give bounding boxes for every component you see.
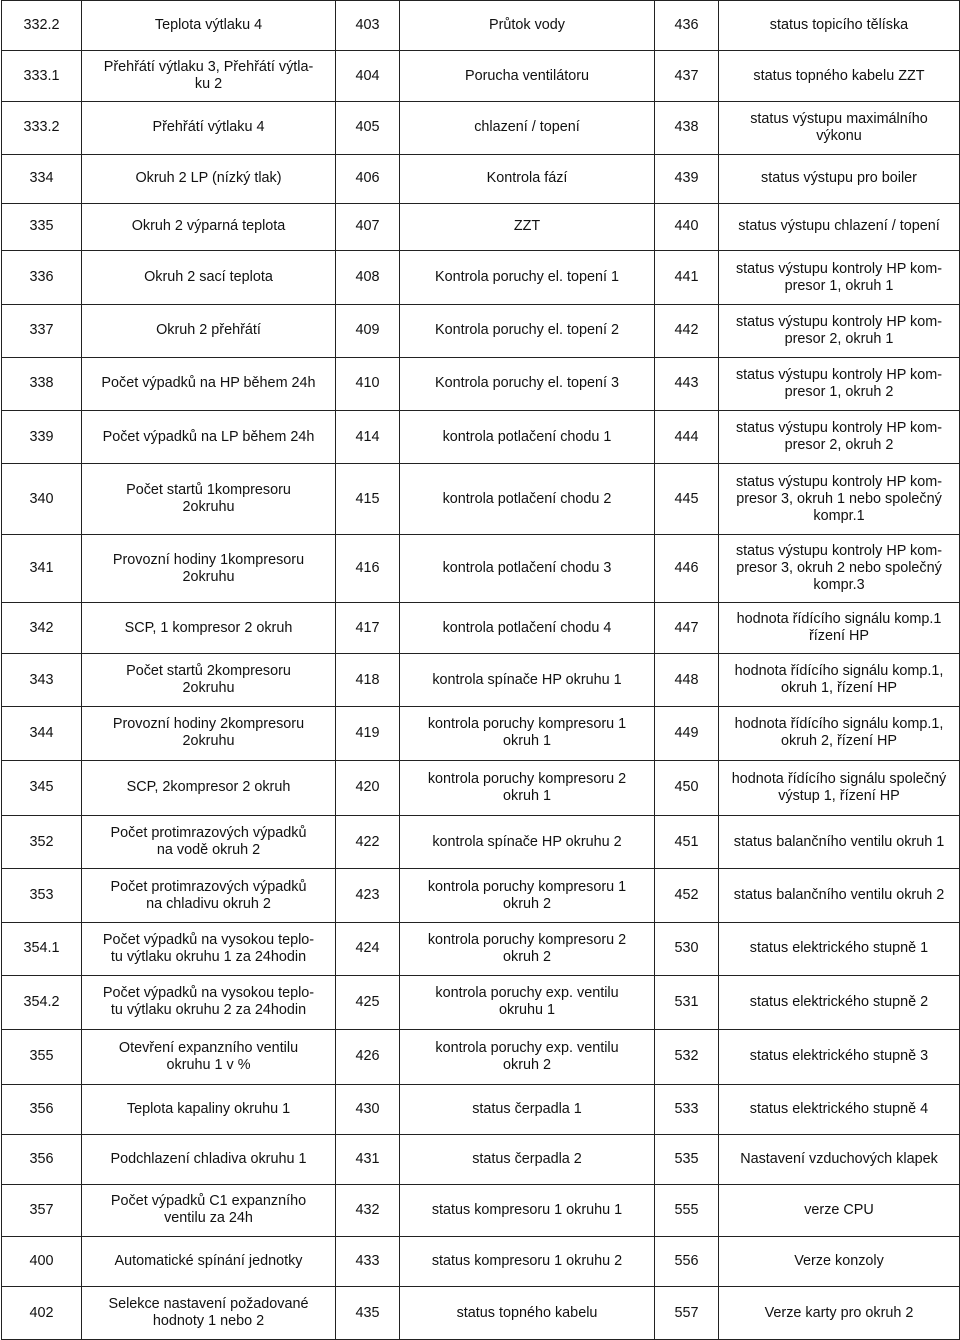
param-code: 334 <box>2 155 82 203</box>
param-description: Průtok vody <box>400 1 655 51</box>
param-code: 442 <box>655 305 719 357</box>
param-description: kontrola poruchy exp. ventilu okruhu 1 <box>400 976 655 1029</box>
param-description: Počet výpadků na vysokou teplo- tu výtlaku okruhu 2 za 24hodin <box>82 976 336 1029</box>
param-code: 439 <box>655 155 719 203</box>
param-code: 408 <box>336 250 400 304</box>
param-code: 344 <box>2 707 82 760</box>
param-code: 405 <box>336 101 400 154</box>
param-code: 343 <box>2 653 82 706</box>
table-row <box>2 305 960 357</box>
param-description: Kontrola fází <box>400 155 655 203</box>
param-description: status výstupu pro boiler <box>719 155 960 203</box>
param-description: Počet startů 2kompresoru 2okruhu <box>82 653 336 706</box>
param-code: 557 <box>655 1287 719 1340</box>
table-row <box>2 203 960 250</box>
param-description: Okruh 2 sací teplota <box>82 250 336 304</box>
param-description: Verze karty pro okruh 2 <box>719 1287 960 1340</box>
param-code: 423 <box>336 869 400 922</box>
param-description: Okruh 2 výparná teplota <box>82 203 336 250</box>
param-description: kontrola spínače HP okruhu 1 <box>400 653 655 706</box>
table-row <box>2 101 960 154</box>
param-code: 531 <box>655 976 719 1029</box>
param-code: 443 <box>655 357 719 410</box>
param-description: Přehřátí výtlaku 3, Přehřátí výtla- ku 2 <box>82 51 336 101</box>
param-description: kontrola poruchy kompresoru 1 okruh 1 <box>400 707 655 760</box>
param-code: 338 <box>2 357 82 410</box>
param-code: 420 <box>336 760 400 815</box>
param-code: 354.2 <box>2 976 82 1029</box>
param-description: Kontrola poruchy el. topení 1 <box>400 250 655 304</box>
param-description: Počet výpadků na LP během 24h <box>82 411 336 464</box>
param-description: status balančního ventilu okruh 1 <box>719 816 960 869</box>
param-description: verze CPU <box>719 1184 960 1236</box>
param-code: 444 <box>655 411 719 464</box>
param-code: 356 <box>2 1084 82 1134</box>
table-row <box>2 603 960 653</box>
param-code: 426 <box>336 1029 400 1084</box>
param-code: 416 <box>336 534 400 603</box>
param-code: 437 <box>655 51 719 101</box>
table-row <box>2 357 960 410</box>
param-code: 407 <box>336 203 400 250</box>
param-description: kontrola potlačení chodu 1 <box>400 411 655 464</box>
param-code: 333.2 <box>2 101 82 154</box>
param-code: 425 <box>336 976 400 1029</box>
param-code: 415 <box>336 464 400 535</box>
param-code: 409 <box>336 305 400 357</box>
param-description: Počet protimrazových výpadků na vodě okruh 2 <box>82 816 336 869</box>
param-code: 354.1 <box>2 922 82 975</box>
table-row <box>2 534 960 603</box>
table-row <box>2 653 960 706</box>
table-row <box>2 707 960 760</box>
param-description: kontrola potlačení chodu 2 <box>400 464 655 535</box>
param-description: status kompresoru 1 okruhu 1 <box>400 1184 655 1236</box>
param-code: 355 <box>2 1029 82 1084</box>
param-description: Přehřátí výtlaku 4 <box>82 101 336 154</box>
param-code: 451 <box>655 816 719 869</box>
param-code: 418 <box>336 653 400 706</box>
param-code: 432 <box>336 1184 400 1236</box>
param-code: 532 <box>655 1029 719 1084</box>
param-description: Počet výpadků na vysokou teplo- tu výtlaku okruhu 1 za 24hodin <box>82 922 336 975</box>
param-code: 438 <box>655 101 719 154</box>
table-row <box>2 1084 960 1134</box>
param-code: 422 <box>336 816 400 869</box>
param-description: status výstupu chlazení / topení <box>719 203 960 250</box>
param-code: 452 <box>655 869 719 922</box>
param-description: status elektrického stupně 1 <box>719 922 960 975</box>
param-code: 403 <box>336 1 400 51</box>
table-row <box>2 1287 960 1340</box>
param-code: 352 <box>2 816 82 869</box>
param-code: 440 <box>655 203 719 250</box>
param-description: kontrola poruchy kompresoru 2 okruh 2 <box>400 922 655 975</box>
param-description: status elektrického stupně 3 <box>719 1029 960 1084</box>
param-code: 441 <box>655 250 719 304</box>
param-description: Kontrola poruchy el. topení 2 <box>400 305 655 357</box>
param-description: status výstupu kontroly HP kom- presor 1, okruh 2 <box>719 357 960 410</box>
param-code: 530 <box>655 922 719 975</box>
param-code: 357 <box>2 1184 82 1236</box>
param-code: 424 <box>336 922 400 975</box>
param-code: 414 <box>336 411 400 464</box>
param-description: status výstupu kontroly HP kom- presor 3, okruh 2 nebo společný kompr.3 <box>719 534 960 603</box>
table-row <box>2 869 960 922</box>
param-description: Okruh 2 LP (nízký tlak) <box>82 155 336 203</box>
param-code: 449 <box>655 707 719 760</box>
param-description: status výstupu kontroly HP kom- presor 2, okruh 2 <box>719 411 960 464</box>
param-code: 356 <box>2 1135 82 1184</box>
param-code: 555 <box>655 1184 719 1236</box>
param-description: chlazení / topení <box>400 101 655 154</box>
param-code: 417 <box>336 603 400 653</box>
param-code: 535 <box>655 1135 719 1184</box>
param-description: Kontrola poruchy el. topení 3 <box>400 357 655 410</box>
param-description: kontrola poruchy kompresoru 2 okruh 1 <box>400 760 655 815</box>
table-row <box>2 1135 960 1184</box>
param-description: ZZT <box>400 203 655 250</box>
param-code: 332.2 <box>2 1 82 51</box>
param-description: Počet výpadků na HP během 24h <box>82 357 336 410</box>
param-code: 341 <box>2 534 82 603</box>
param-code: 353 <box>2 869 82 922</box>
param-code: 447 <box>655 603 719 653</box>
param-code: 333.1 <box>2 51 82 101</box>
table-row <box>2 464 960 535</box>
param-description: hodnota řídícího signálu komp.1 řízení HP <box>719 603 960 653</box>
param-code: 336 <box>2 250 82 304</box>
param-description: Selekce nastavení požadované hodnoty 1 nebo 2 <box>82 1287 336 1340</box>
param-code: 340 <box>2 464 82 535</box>
param-description: status čerpadla 1 <box>400 1084 655 1134</box>
param-description: Provozní hodiny 2kompresoru 2okruhu <box>82 707 336 760</box>
param-description: hodnota řídícího signálu komp.1, okruh 1, řízení HP <box>719 653 960 706</box>
parameter-table <box>1 0 960 1340</box>
param-description: hodnota řídícího signálu společný výstup 1, řízení HP <box>719 760 960 815</box>
param-code: 445 <box>655 464 719 535</box>
parameter-table-body <box>2 1 960 1340</box>
param-code: 450 <box>655 760 719 815</box>
table-row <box>2 250 960 304</box>
param-description: SCP, 1 kompresor 2 okruh <box>82 603 336 653</box>
param-description: Teplota výtlaku 4 <box>82 1 336 51</box>
table-row <box>2 1 960 51</box>
param-code: 406 <box>336 155 400 203</box>
param-description: kontrola poruchy exp. ventilu okruh 2 <box>400 1029 655 1084</box>
param-description: status elektrického stupně 4 <box>719 1084 960 1134</box>
table-row <box>2 1029 960 1084</box>
param-description: status čerpadla 2 <box>400 1135 655 1184</box>
param-code: 337 <box>2 305 82 357</box>
param-description: status výstupu kontroly HP kom- presor 2, okruh 1 <box>719 305 960 357</box>
param-description: kontrola poruchy kompresoru 1 okruh 2 <box>400 869 655 922</box>
param-description: Provozní hodiny 1kompresoru 2okruhu <box>82 534 336 603</box>
param-description: Verze konzoly <box>719 1237 960 1287</box>
param-description: Automatické spínání jednotky <box>82 1237 336 1287</box>
param-description: Počet startů 1kompresoru 2okruhu <box>82 464 336 535</box>
param-code: 556 <box>655 1237 719 1287</box>
param-code: 436 <box>655 1 719 51</box>
param-description: kontrola spínače HP okruhu 2 <box>400 816 655 869</box>
param-description: Nastavení vzduchových klapek <box>719 1135 960 1184</box>
param-description: Počet protimrazových výpadků na chladivu okruh 2 <box>82 869 336 922</box>
param-description: status topného kabelu ZZT <box>719 51 960 101</box>
param-code: 404 <box>336 51 400 101</box>
table-row <box>2 922 960 975</box>
param-code: 339 <box>2 411 82 464</box>
param-code: 345 <box>2 760 82 815</box>
param-description: status elektrického stupně 2 <box>719 976 960 1029</box>
param-description: SCP, 2kompresor 2 okruh <box>82 760 336 815</box>
param-description: hodnota řídícího signálu komp.1, okruh 2, řízení HP <box>719 707 960 760</box>
param-description: status výstupu kontroly HP kom- presor 1, okruh 1 <box>719 250 960 304</box>
param-code: 402 <box>2 1287 82 1340</box>
param-code: 410 <box>336 357 400 410</box>
param-description: kontrola potlačení chodu 3 <box>400 534 655 603</box>
param-code: 446 <box>655 534 719 603</box>
param-code: 435 <box>336 1287 400 1340</box>
param-description: Počet výpadků C1 expanzního ventilu za 24h <box>82 1184 336 1236</box>
table-row <box>2 816 960 869</box>
param-code: 335 <box>2 203 82 250</box>
param-description: kontrola potlačení chodu 4 <box>400 603 655 653</box>
param-code: 342 <box>2 603 82 653</box>
table-row <box>2 976 960 1029</box>
param-description: Porucha ventilátoru <box>400 51 655 101</box>
param-code: 419 <box>336 707 400 760</box>
param-code: 431 <box>336 1135 400 1184</box>
param-description: status balančního ventilu okruh 2 <box>719 869 960 922</box>
param-code: 433 <box>336 1237 400 1287</box>
table-row <box>2 411 960 464</box>
param-description: Teplota kapaliny okruhu 1 <box>82 1084 336 1134</box>
param-description: status kompresoru 1 okruhu 2 <box>400 1237 655 1287</box>
param-description: status topného kabelu <box>400 1287 655 1340</box>
table-row <box>2 1237 960 1287</box>
param-code: 430 <box>336 1084 400 1134</box>
param-description: Otevření expanzního ventilu okruhu 1 v % <box>82 1029 336 1084</box>
param-description: status výstupu kontroly HP kom- presor 3, okruh 1 nebo společný kompr.1 <box>719 464 960 535</box>
param-description: status výstupu maximálního výkonu <box>719 101 960 154</box>
param-code: 448 <box>655 653 719 706</box>
table-row <box>2 1184 960 1236</box>
table-row <box>2 51 960 101</box>
param-description: Okruh 2 přehřátí <box>82 305 336 357</box>
param-description: status topicího tělíska <box>719 1 960 51</box>
param-code: 533 <box>655 1084 719 1134</box>
table-row <box>2 760 960 815</box>
param-code: 400 <box>2 1237 82 1287</box>
table-row <box>2 155 960 203</box>
param-description: Podchlazení chladiva okruhu 1 <box>82 1135 336 1184</box>
